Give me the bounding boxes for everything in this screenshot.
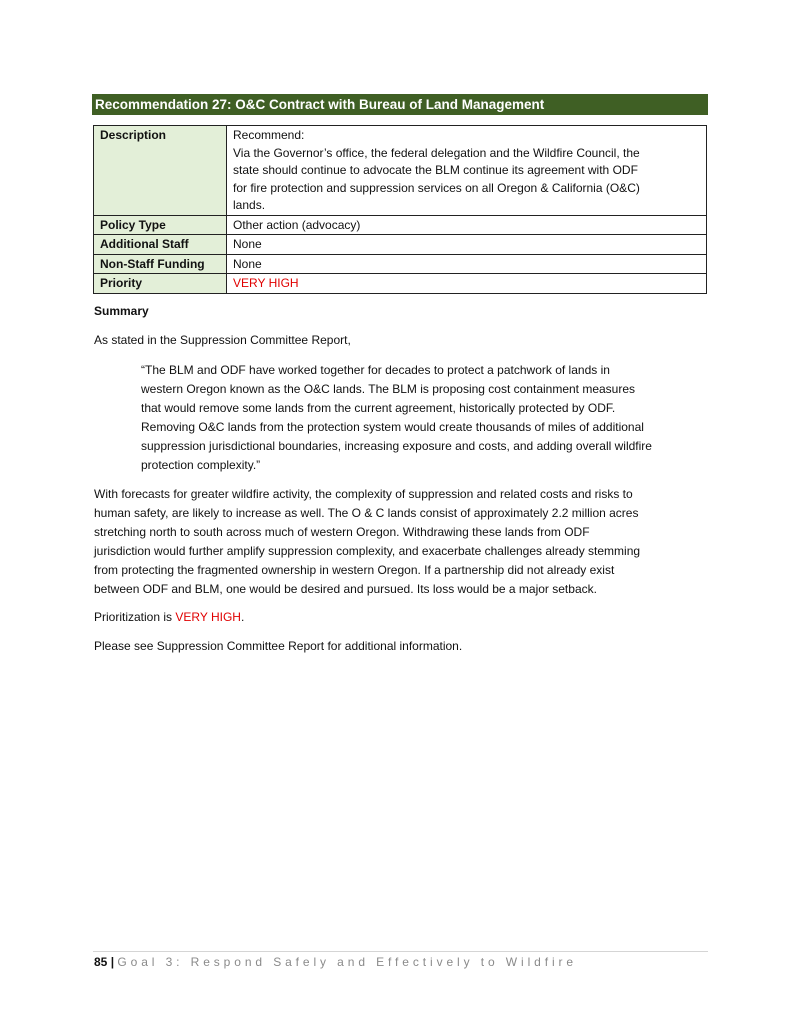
prioritization-line [94, 608, 244, 627]
body-line: stretching north to south across much of western Oregon. Withdrawing these lands from ODF [94, 525, 590, 539]
description-line: Recommend: [233, 128, 305, 142]
body-line: between ODF and BLM, one would be desired and pursued. Its loss would be a major setback. [94, 582, 597, 596]
description-line: lands. [233, 198, 266, 212]
prioritization-value: VERY HIGH [175, 610, 241, 624]
description-value [227, 126, 707, 216]
page-footer [94, 955, 577, 969]
description-line: for fire protection and suppression services on all Oregon & California (O&C) [233, 180, 640, 195]
summary-intro: As stated in the Suppression Committee Report, [94, 333, 351, 347]
quote-line: protection complexity.” [141, 458, 261, 472]
footer-separator: | [110, 955, 115, 969]
page-number: 85 [94, 955, 108, 969]
priority-value: VERY HIGH [227, 274, 707, 294]
table-row [94, 235, 707, 255]
non-staff-funding-label: Non-Staff Funding [94, 254, 227, 274]
description-line: Via the Governor’s office, the federal delegation and the Wildfire Council, the [233, 145, 640, 160]
description-label: Description [94, 126, 227, 216]
body-line: human safety, are likely to increase as well. The O & C lands consist of approximately 2.2 million acres [94, 506, 639, 520]
recommendation-table [93, 125, 707, 294]
additional-staff-value: None [227, 235, 707, 255]
priority-label: Priority [94, 274, 227, 294]
recommendation-title: Recommendation 27: O&C Contract with Bureau of Land Management [92, 94, 708, 115]
quote-line: “The BLM and ODF have worked together for decades to protect a patchwork of lands in [141, 363, 610, 377]
quote-line: that would remove some lands from the current agreement, historically protected by ODF. [141, 401, 616, 415]
prioritization-prefix: Prioritization is [94, 610, 176, 624]
footer-divider [93, 951, 708, 952]
quote-line: Removing O&C lands from the protection system would create thousands of miles of additional [141, 420, 644, 434]
non-staff-funding-value: None [227, 254, 707, 274]
table-row [94, 126, 707, 216]
summary-body [94, 485, 708, 599]
body-line: jurisdiction would further amplify suppression complexity, and exacerbate challenges already stemming [94, 544, 641, 558]
additional-staff-label: Additional Staff [94, 235, 227, 255]
policy-type-value: Other action (advocacy) [227, 215, 707, 235]
footer-goal-text: Goal 3: Respond Safely and Effectively to Wildfire [117, 955, 577, 969]
policy-type-label: Policy Type [94, 215, 227, 235]
summary-quote [141, 361, 711, 475]
body-line: With forecasts for greater wildfire activity, the complexity of suppression and related costs and risks to [94, 487, 633, 501]
table-row [94, 215, 707, 235]
table-row [94, 254, 707, 274]
summary-heading: Summary [94, 304, 149, 318]
quote-line: suppression jurisdictional boundaries, increasing exposure and costs, and adding overall wildfire [141, 439, 652, 453]
description-line: state should continue to advocate the BLM continue its agreement with ODF [233, 163, 638, 177]
table-row [94, 274, 707, 294]
closing-note: Please see Suppression Committee Report for additional information. [94, 639, 463, 653]
prioritization-suffix: . [240, 610, 245, 624]
body-line: from protecting the fragmented ownership in western Oregon. If a partnership did not already exist [94, 563, 615, 577]
quote-line: western Oregon known as the O&C lands. The BLM is proposing cost containment measures [141, 382, 636, 396]
